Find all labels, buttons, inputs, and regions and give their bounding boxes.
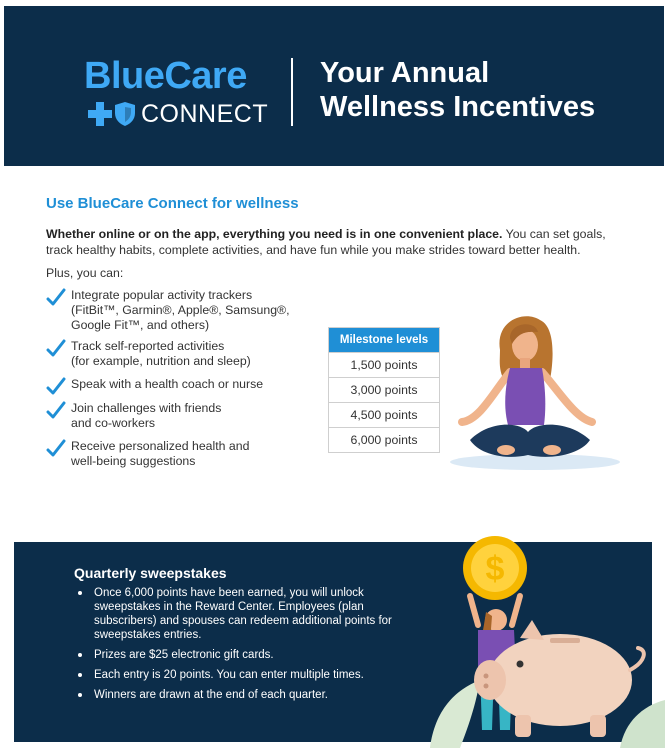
- intro-bold-text: Whether online or on the app, everything you need is in one convenient place.: [46, 227, 503, 241]
- checkmark-icon: [46, 377, 66, 397]
- dollar-sign-icon: $: [485, 550, 505, 588]
- sweepstakes-item: Prizes are $25 electronic gift cards.: [74, 648, 404, 662]
- benefit-item: [46, 288, 316, 333]
- checkmark-icon: [46, 339, 66, 359]
- checkmark-icon: [46, 288, 66, 308]
- milestone-row: 3,000 points: [329, 377, 439, 402]
- milestone-table-header: Milestone levels: [329, 328, 439, 352]
- header-divider: [291, 58, 293, 126]
- piggy-bank-illustration: [420, 530, 668, 748]
- benefit-item: [46, 377, 316, 392]
- wellness-heading: Use BlueCare Connect for wellness: [46, 195, 299, 212]
- benefit-line: Track self-reported activities: [71, 339, 225, 353]
- benefit-line: (for example, nutrition and sleep): [71, 354, 251, 368]
- benefit-line: well-being suggestions: [71, 454, 196, 468]
- benefit-line: Receive personalized health and: [71, 439, 250, 453]
- wellness-intro: [46, 226, 631, 258]
- sweepstakes-item: Winners are drawn at the end of each quarter.: [74, 688, 404, 702]
- sweepstakes-item: Once 6,000 points have been earned, you will unlock sweepstakes in the Reward Center. Employees (plan subscribers) and spouses can redeem additional points for sweepstakes entries.: [74, 586, 404, 642]
- shield-icon: [114, 101, 136, 127]
- cross-icon: [88, 102, 112, 126]
- bluecare-connect-logo: [84, 56, 274, 136]
- milestone-row: 1,500 points: [329, 352, 439, 377]
- sweepstakes-item: Each entry is 20 points. You can enter multiple times.: [74, 668, 404, 682]
- sweepstakes-list: [74, 586, 404, 708]
- milestone-row: 4,500 points: [329, 402, 439, 427]
- benefit-line: and co-workers: [71, 416, 156, 430]
- benefit-line: Integrate popular activity trackers: [71, 288, 253, 302]
- sweepstakes-heading: Quarterly sweepstakes: [74, 565, 227, 581]
- benefit-item: [46, 339, 316, 369]
- intro-text: You can set goals, track healthy habits, complete activities, and have fun while you make strides toward better health.: [46, 227, 606, 257]
- benefit-item: [46, 439, 316, 469]
- meditating-woman-illustration: [440, 310, 620, 480]
- page-title-line-1: Your Annual: [320, 57, 490, 89]
- page-title-line-2: Wellness Incentives: [320, 91, 596, 123]
- benefits-list: [46, 288, 316, 469]
- header-banner: [4, 6, 664, 166]
- checkmark-icon: [46, 439, 66, 459]
- benefit-line: Speak with a health coach or nurse: [71, 377, 264, 391]
- milestone-row: 6,000 points: [329, 427, 439, 452]
- plus-label: Plus, you can:: [46, 266, 124, 280]
- benefit-item: [46, 401, 316, 431]
- benefit-line: (FitBit™, Garmin®, Apple®, Samsung®,: [71, 303, 290, 317]
- logo-subtitle: CONNECT: [141, 100, 269, 128]
- benefit-line: Join challenges with friends: [71, 401, 222, 415]
- milestone-table: [328, 327, 440, 453]
- checkmark-icon: [46, 401, 66, 421]
- benefit-line: Google Fit™, and others): [71, 318, 210, 332]
- logo-wordmark: BlueCare: [84, 55, 247, 97]
- page-title: [320, 56, 650, 124]
